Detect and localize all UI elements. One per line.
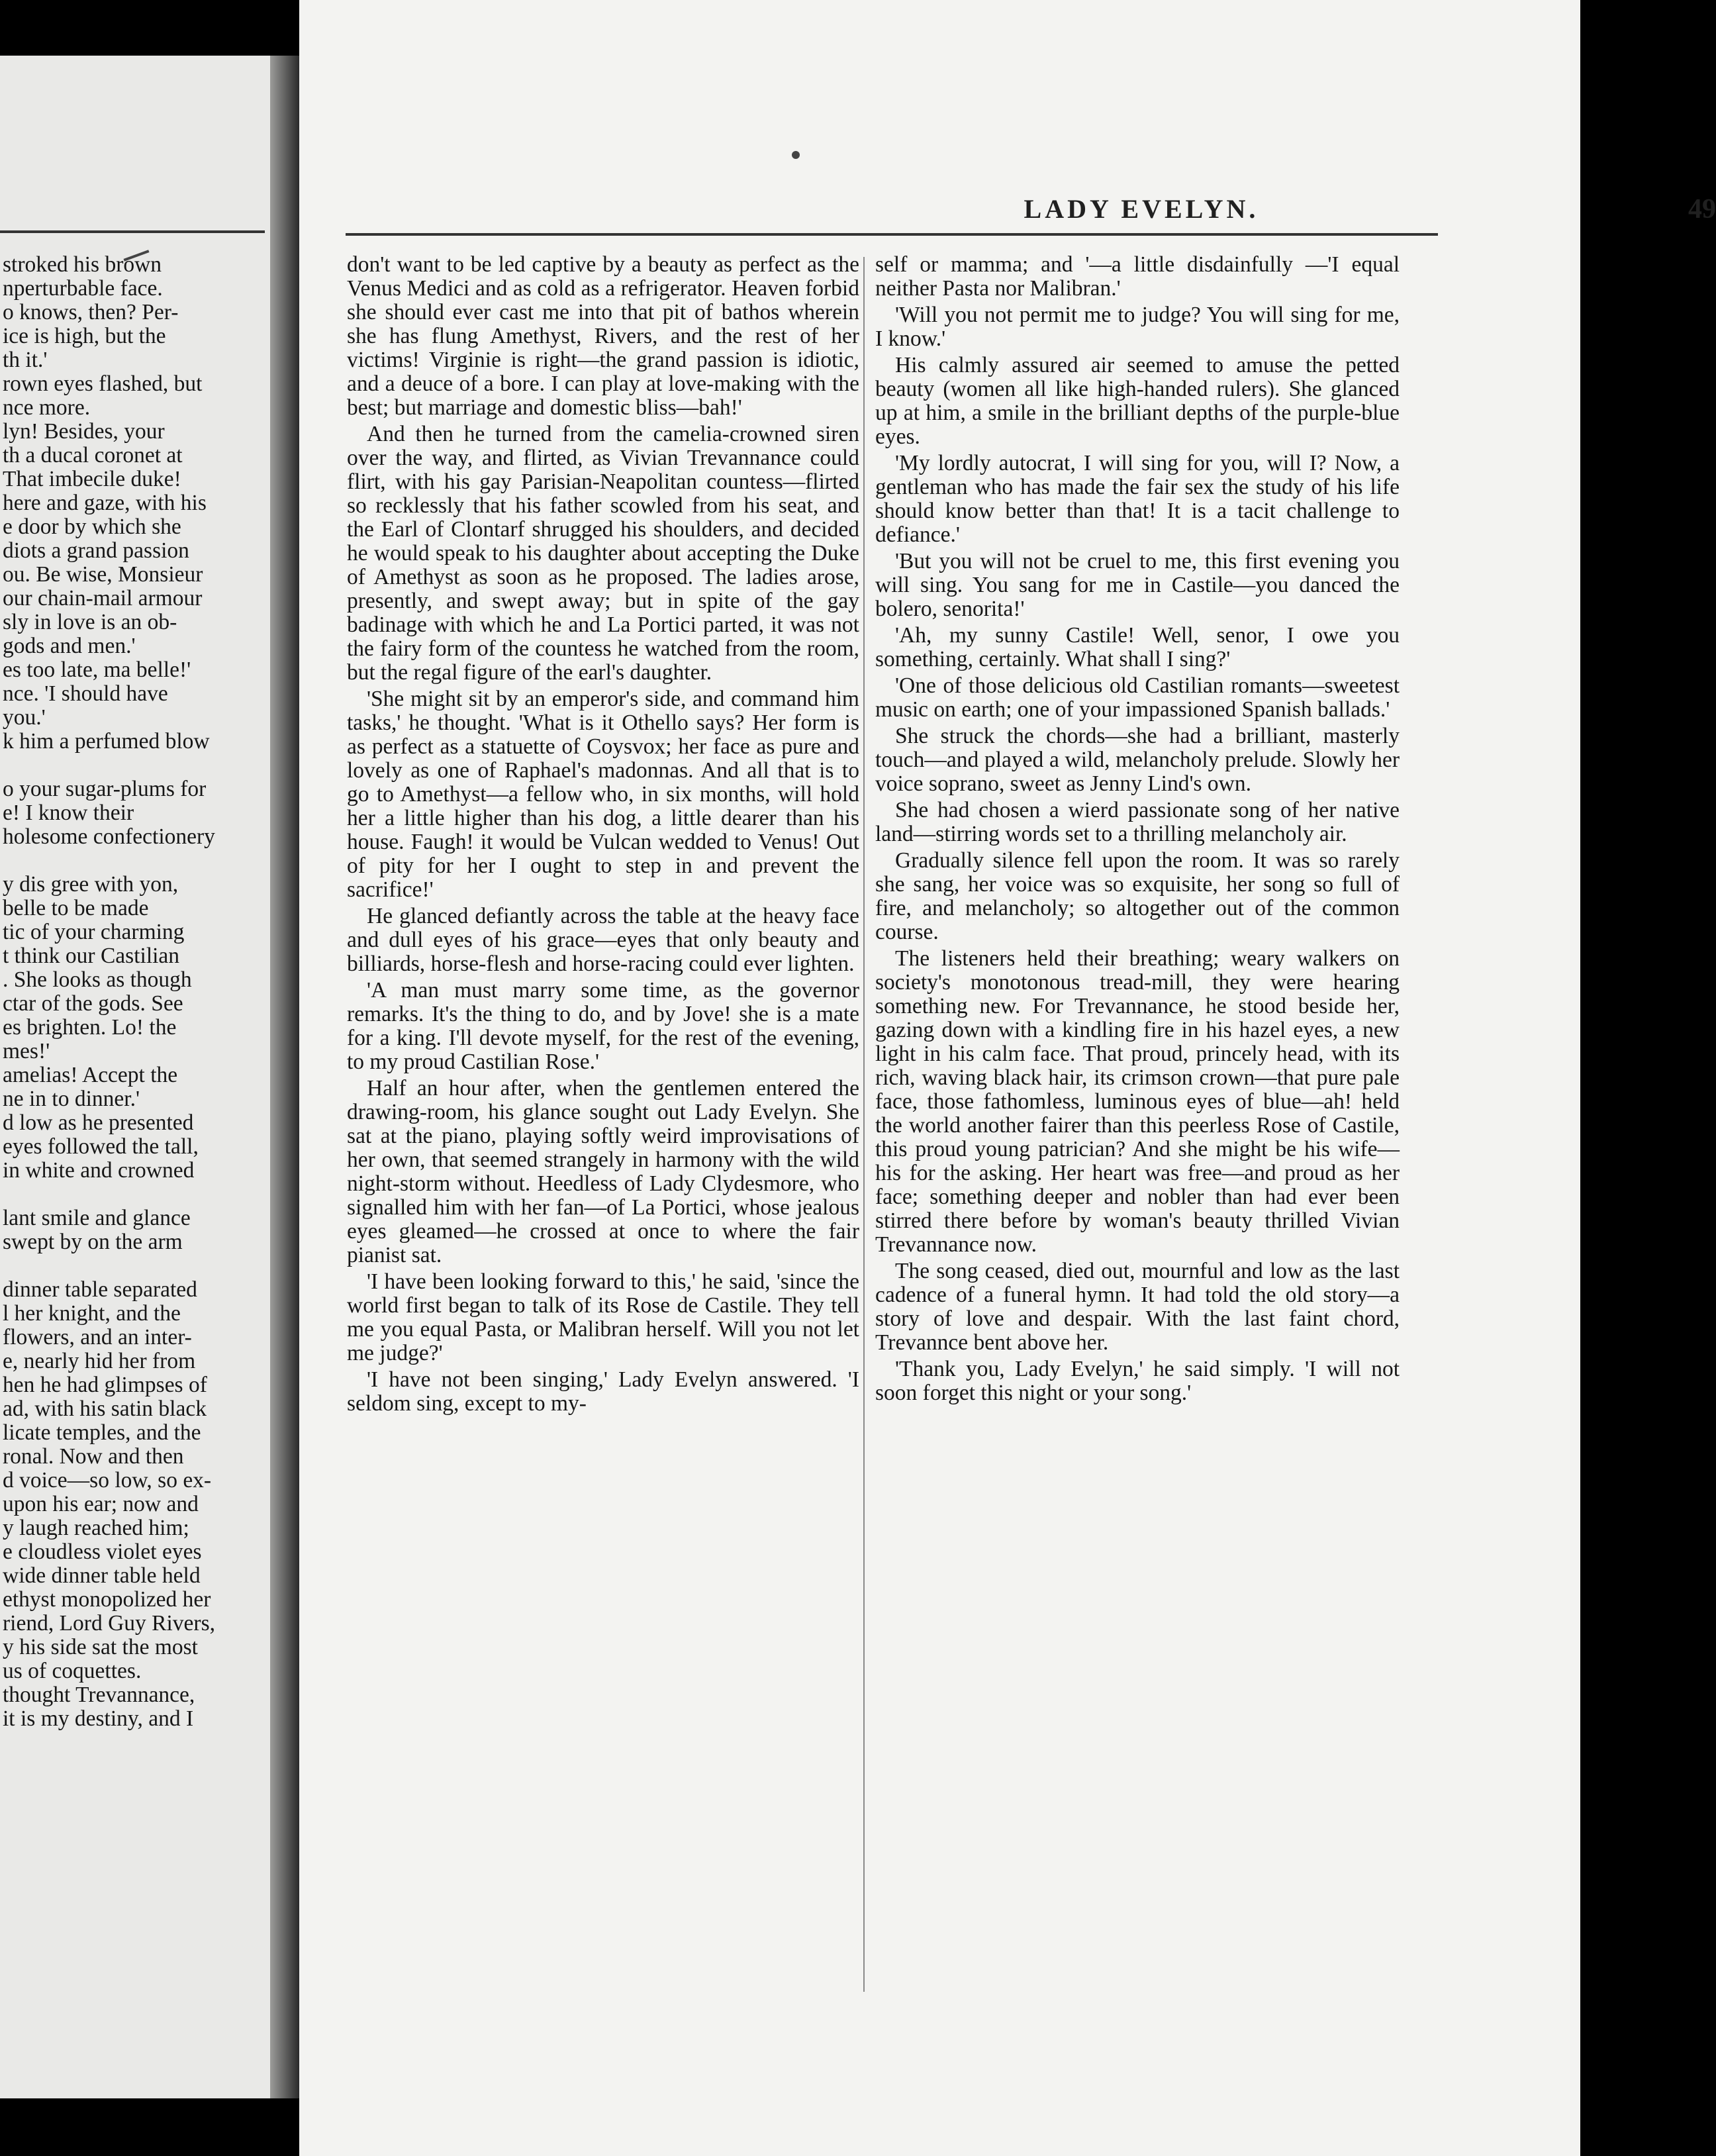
text-line: th it.' [3,348,48,372]
text-line: nperturbable face. [3,276,163,301]
text-line: in white and crowned [3,1158,195,1183]
paragraph: He glanced defiantly across the table at the heavy face and dull eyes of his grace—eyes that only beauty and billiards, horse-flesh and horse-racing could ever lighten. [347,904,859,976]
text-line: y dis gree with yon, [3,872,179,897]
text-line: licate temples, and the [3,1420,201,1445]
paragraph: The listeners held their breathing; weary walkers on society's monotonous tread-mill, they were hearing something new. For Trevannance, he stood beside her, gazing down with a kindling fire in his hazel eyes, a new light in his calm face. That proud, princely head, with its rich, waving black hair, its crimson crown—that pure pale face, those fathomless, luminous eyes of blue—ah! held the world another fairer than this peerless Rose of Castile, this proud young patrician? And she might be his wife—his for the asking. Her heart was free—and proud as her face; something deeper and nobler than had ever been stirred there before by woman's beauty thrilled Vivian Trevannance now. [875,946,1400,1257]
text-line: us of coquettes. [3,1659,142,1683]
text-line: thought Trevannance, [3,1683,195,1707]
text-line: lant smile and glance [3,1206,191,1230]
text-line: here and gaze, with his [3,491,207,515]
text-line: . She looks as though [3,967,192,992]
paragraph: 'Will you not permit me to judge? You will sing for me, I know.' [875,303,1400,351]
text-line: belle to be made [3,896,149,920]
facing-page-text [3,253,264,1731]
text-line: ne in to dinner.' [3,1087,140,1111]
text-line: t think our Castilian [3,944,180,968]
text-line: o your sugar-plums for [3,777,207,801]
text-line: riend, Lord Guy Rivers, [3,1611,215,1636]
text-line: flowers, and an inter- [3,1325,192,1349]
text-line: nce more. [3,395,91,420]
header-rule [346,233,1438,236]
text-line: wide dinner table held [3,1563,201,1588]
paragraph: The song ceased, died out, mournful and low as the last cadence of a funeral hymn. It had told the old story—a story of love and despair. With the last faint chord, Trevannce bent above her. [875,1259,1400,1355]
text-line: ad, with his satin black [3,1396,207,1421]
text-line: ethyst monopolized her [3,1587,211,1612]
gutter-shadow [270,56,299,2098]
paragraph: 'But you will not be cruel to me, this first evening you will sing. You sang for me in Castile—you danced the bolero, senorita!' [875,549,1400,621]
text-line: es brighten. Lo! the [3,1015,177,1040]
text-line: es too late, ma belle!' [3,658,191,682]
facing-page-header-rule [0,230,265,233]
paragraph: don't want to be led captive by a beauty as perfect as the Venus Medici and as cold as a refrigerator. Heaven forbid she should ever cast me into that pit of bathos wherein she has flung Amethyst, Rivers, and the rest of her victims! Virginie is right—the grand passion is idiotic, and a deuce of a bore. I can play at love-making with the best; but marriage and domestic bliss—bah!' [347,252,859,420]
scan-border [1580,0,1610,2156]
text-line: amelias! Accept the [3,1063,178,1087]
text-line: e, nearly hid her from [3,1349,196,1373]
text-line [3,754,264,777]
text-line: d low as he presented [3,1110,194,1135]
text-line: ou. Be wise, Monsieur [3,562,203,587]
text-line: mes!' [3,1039,50,1063]
text-column-left [347,253,859,1418]
text-line: dinner table separated [3,1277,197,1302]
text-line [3,1254,264,1278]
running-title: LADY EVELYN. [1024,194,1259,224]
text-line: e door by which she [3,514,181,539]
text-line: upon his ear; now and [3,1492,199,1516]
paragraph: 'A man must marry some time, as the governor remarks. It's the thing to do, and by Jove! she is a mate for a king. I'll devote myself, for the rest of the evening, to my proud Castilian Rose.' [347,978,859,1074]
text-line: ice is high, but the [3,324,166,348]
text-line: rown eyes flashed, but [3,371,203,396]
text-line: ronal. Now and then [3,1444,184,1469]
text-line [3,1183,264,1206]
paragraph: 'Thank you, Lady Evelyn,' he said simply. 'I will not soon forget this night or your song.' [875,1357,1400,1405]
text-line: nce. 'I should have [3,681,168,706]
paragraph-continued: self or mamma; and '—a little disdainfully —'I equal neither Pasta nor Malibran.' [875,252,1400,301]
paragraph: 'I have been looking forward to this,' he said, 'since the world first began to talk of its Rose de Castile. They tell me you equal Pasta, or Malibran herself. Will you not let me judge?' [347,1269,859,1365]
paragraph: 'My lordly autocrat, I will sing for you, will I? Now, a gentleman who has made the fair sex the study of his life should know better than that! It is a tacit challenge to defiance.' [875,451,1400,547]
text-line: e cloudless violet eyes [3,1540,202,1564]
paragraph: She struck the chords—she had a brilliant, masterly touch—and played a wild, melancholy prelude. Slowly her voice soprano, sweet as Jenny Lind's own. [875,724,1400,796]
text-line: y laugh reached him; [3,1516,189,1540]
text-line: holesome confectionery [3,824,215,849]
text-line: lyn! Besides, your [3,419,165,444]
paragraph: His calmly assured air seemed to amuse the petted beauty (women all like high-handed rulers). She glanced up at him, a smile in the brilliant depths of the purple-blue eyes. [875,353,1400,449]
column-divider [863,257,865,1992]
paragraph: She had chosen a wierd passionate song of her native land—stirring words set to a thrilling melancholy air. [875,798,1400,846]
text-line: k him a perfumed blow [3,729,210,754]
text-line: y his side sat the most [3,1635,198,1659]
text-column-right [875,253,1400,1408]
text-line: hen he had glimpses of [3,1373,207,1397]
text-line [3,849,264,873]
text-line: stroked his brown [3,252,162,277]
paper-speck [792,151,800,159]
book-page [299,0,1716,2156]
text-line: eyes followed the tall, [3,1134,199,1159]
paragraph: 'One of those delicious old Castilian romants—sweetest music on earth; one of your impassioned Spanish ballads.' [875,673,1400,722]
paragraph: And then he turned from the camelia-crowned siren over the way, and flirted, as Vivian Trevannance could flirt, with his gay Parisian-Neapolitan countess—flirted so recklessly that his father scowled from his seat, and the Earl of Clontarf shrugged his shoulders, and decided he would speak to his daughter about accepting the Duke of Amethyst as soon as he proposed. The ladies arose, presently, and swept away; but in spite of the gay badinage with which he and La Portici parted, it was not the fairy form of the countess he watched from the room, but the regal figure of the earl's daughter. [347,422,859,685]
paragraph: Gradually silence fell upon the room. It was so rarely she sang, her voice was so exquisite, her song so full of fire, and melancholy; so altogether out of the common course. [875,848,1400,944]
text-line: swept by on the arm [3,1230,183,1254]
text-line: d voice—so low, so ex- [3,1468,212,1493]
paragraph: 'I have not been singing,' Lady Evelyn answered. 'I seldom sing, except to my- [347,1367,859,1416]
text-line: th a ducal coronet at [3,443,183,467]
text-line: it is my destiny, and I [3,1706,194,1731]
text-line: diots a grand passion [3,538,189,563]
text-line: e! I know their [3,801,134,825]
paragraph: 'Ah, my sunny Castile! Well, senor, I owe you something, certainly. What shall I sing?' [875,623,1400,671]
facing-page [0,56,286,2098]
text-line: you.' [3,705,46,730]
text-line: ctar of the gods. See [3,991,183,1016]
paragraph: 'She might sit by an emperor's side, and command him tasks,' he thought. 'What is it Othello says? Her form is as perfect as a statuette of Coysvox; her face as pure and lovely as one of Raphael's madonnas. And all that is to go to Amethyst—a fellow who, in six months, will hold her a little higher than his dog, a little dearer than his house. Faugh! it would be Vulcan wedded to Venus! Out of pity for her I ought to step in and prevent the sacrifice!' [347,687,859,902]
text-line: sly in love is an ob- [3,610,177,634]
text-line: gods and men.' [3,634,136,658]
text-line: our chain-mail armour [3,586,203,611]
text-line: tic of your charming [3,920,185,944]
page-number: 49 [1688,194,1716,224]
text-line: That imbecile duke! [3,467,181,491]
text-line: o knows, then? Per- [3,300,179,324]
paragraph: Half an hour after, when the gentlemen entered the drawing-room, his glance sought out Lady Evelyn. She sat at the piano, playing softly weird improvisations of her own, that seemed strangely in harmony with the wild night-storm without. Heedless of Lady Clydesmore, who signalled him with her fan—of La Portici, whose jealous eyes gleamed—he crossed at once to where the fair pianist sat. [347,1076,859,1267]
text-line: l her knight, and the [3,1301,181,1326]
